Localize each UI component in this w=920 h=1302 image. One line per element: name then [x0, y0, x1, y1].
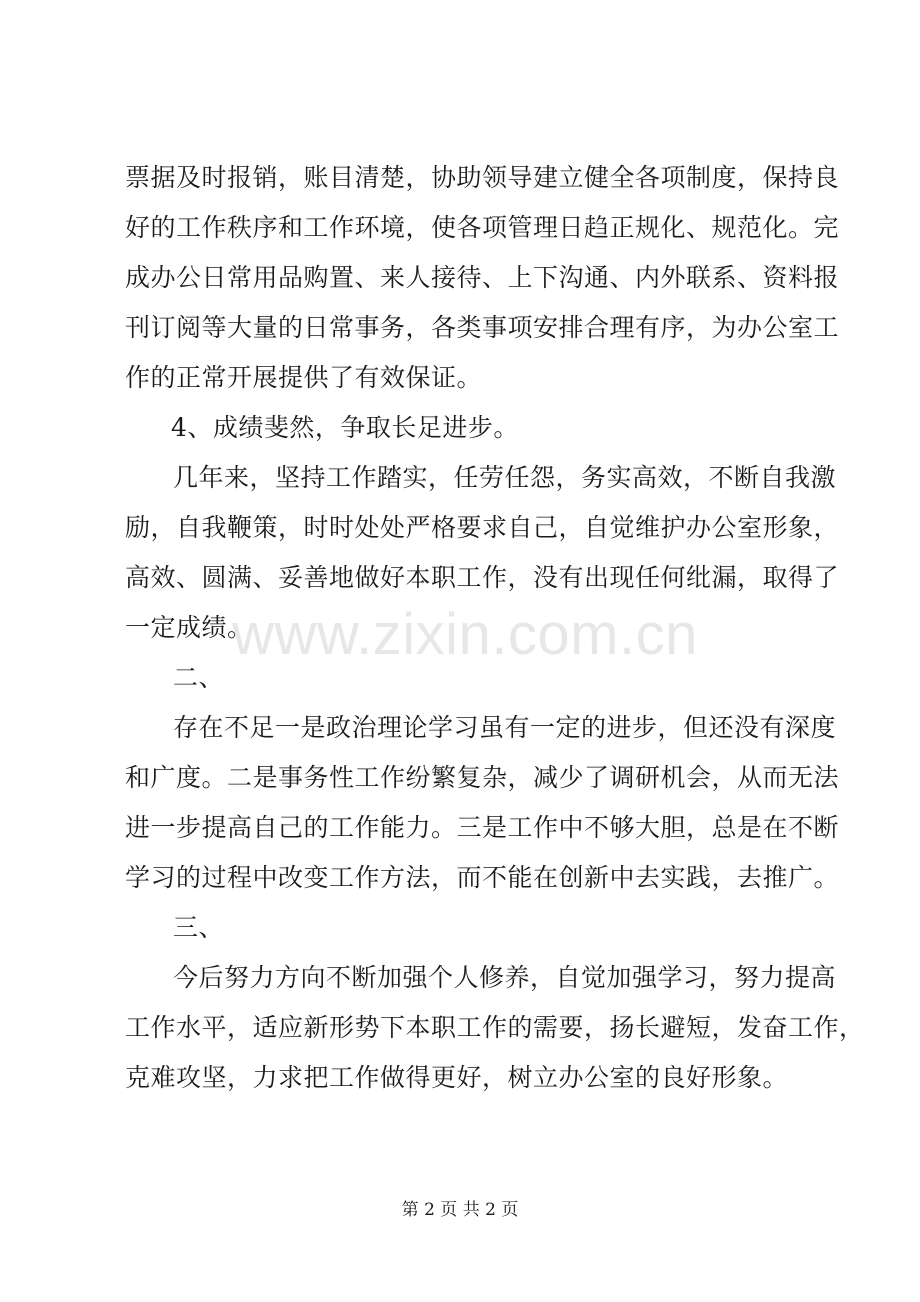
text-line: 今后努力方向不断加强个人修养，自觉加强学习，努力提高	[173, 963, 837, 992]
text-line: 存在不足一是政治理论学习虽有一定的进步，但还没有深度	[173, 713, 837, 742]
section-heading: 4、成绩斐然，争取长足进步。	[171, 413, 519, 442]
text-line: 一定成绩。	[125, 613, 253, 642]
text-line: 学习的过程中改变工作方法，而不能在创新中去实践，去推广。	[125, 863, 840, 892]
text-line: 刊订阅等大量的日常事务，各类事项安排合理有序，为办公室工	[125, 313, 840, 342]
text-line: 和广度。二是事务性工作纷繁复杂，减少了调研机会，从而无法	[125, 763, 840, 792]
text-line: 好的工作秩序和工作环境，使各项管理日趋正规化、规范化。完	[125, 213, 840, 242]
section-heading: 三、	[173, 913, 225, 942]
text-line: 作的正常开展提供了有效保证。	[125, 363, 483, 392]
text-line: 工作水平，适应新形势下本职工作的需要，扬长避短，发奋工作，	[125, 1013, 865, 1042]
text-line: 几年来，坚持工作踏实，任劳任怨，务实高效，不断自我激	[173, 463, 837, 492]
section-heading: 二、	[173, 663, 225, 692]
text-line: 高效、圆满、妥善地做好本职工作，没有出现任何纰漏，取得了	[125, 563, 840, 592]
text-line: 励，自我鞭策，时时处处严格要求自己，自觉维护办公室形象，	[125, 513, 840, 542]
page-number-footer: 第 2 页 共 2 页	[401, 1200, 519, 1220]
text-line: 克难攻坚，力求把工作做得更好，树立办公室的良好形象。	[125, 1063, 789, 1092]
text-line: 进一步提高自己的工作能力。三是工作中不够大胆，总是在不断	[125, 813, 840, 842]
text-line: 票据及时报销，账目清楚，协助领导建立健全各项制度，保持良	[125, 163, 840, 192]
text-line: 成办公日常用品购置、来人接待、上下沟通、内外联系、资料报	[125, 263, 840, 292]
watermark: www.zixin.com.cn	[232, 602, 698, 667]
